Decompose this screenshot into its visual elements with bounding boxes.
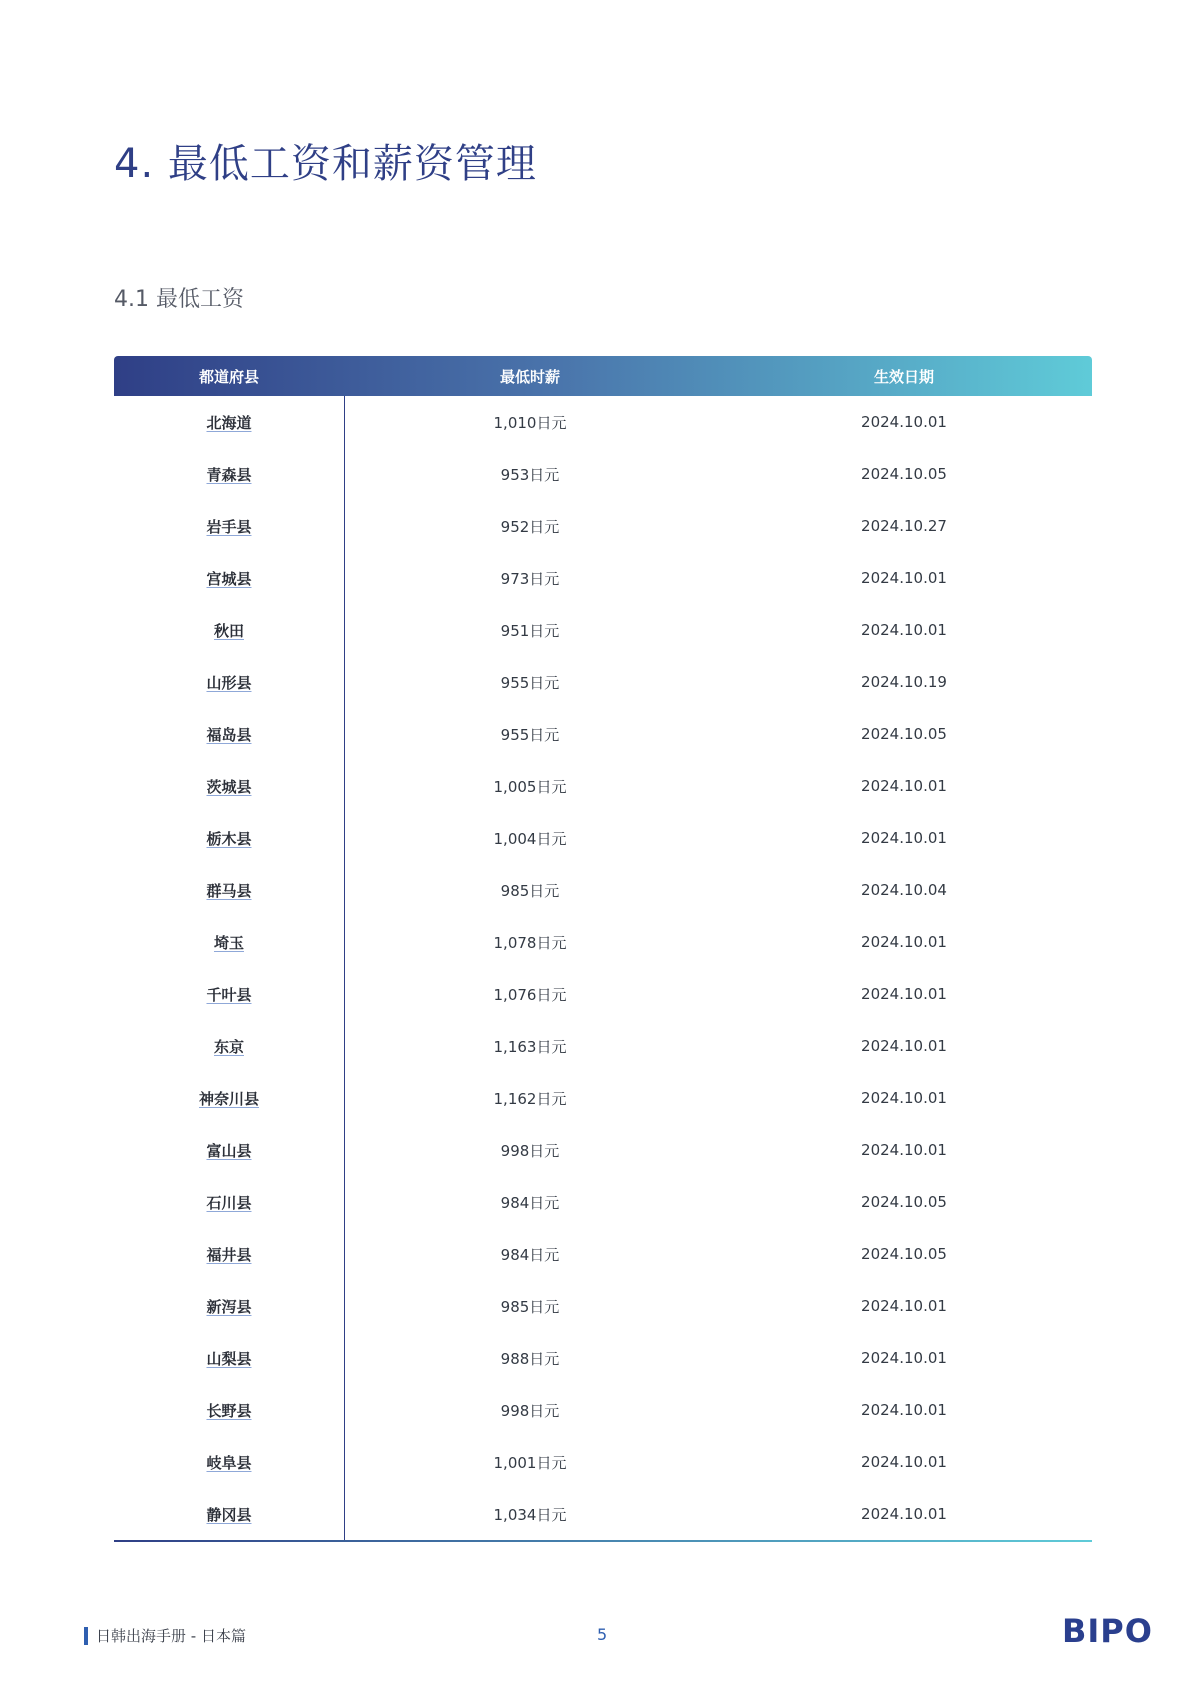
effective-date-cell: 2024.10.01 xyxy=(861,933,947,951)
prefecture-cell xyxy=(114,1192,344,1213)
prefecture-link[interactable]: 岐阜县 xyxy=(206,1453,252,1472)
minimum-wage-table xyxy=(114,356,1092,1542)
prefecture-cell xyxy=(114,1036,344,1057)
table-row xyxy=(114,1176,1092,1228)
min-wage-cell: 973日元 xyxy=(500,569,560,588)
prefecture-link[interactable]: 北海道 xyxy=(206,413,252,432)
min-wage-cell: 953日元 xyxy=(500,465,560,484)
effective-date-cell: 2024.10.05 xyxy=(861,725,947,743)
bipo-logo: BIPO xyxy=(1062,1612,1153,1650)
prefecture-link[interactable]: 富山县 xyxy=(206,1141,252,1160)
page-title: 4. 最低工资和薪资管理 xyxy=(114,141,537,187)
prefecture-cell xyxy=(114,1244,344,1265)
prefecture-cell xyxy=(114,932,344,953)
effective-date-cell: 2024.10.01 xyxy=(861,1505,947,1523)
prefecture-link[interactable]: 山梨县 xyxy=(206,1349,252,1368)
prefecture-link[interactable]: 埼玉 xyxy=(213,933,244,952)
prefecture-cell xyxy=(114,776,344,797)
table-row xyxy=(114,916,1092,968)
effective-date-cell: 2024.10.01 xyxy=(861,413,947,431)
min-wage-cell: 955日元 xyxy=(500,673,560,692)
min-wage-cell: 1,078日元 xyxy=(493,933,567,952)
table-row xyxy=(114,500,1092,552)
table-row xyxy=(114,1228,1092,1280)
table-row xyxy=(114,708,1092,760)
effective-date-cell: 2024.10.01 xyxy=(861,777,947,795)
prefecture-link[interactable]: 宫城县 xyxy=(206,569,252,588)
table-row xyxy=(114,1436,1092,1488)
prefecture-cell xyxy=(114,1348,344,1369)
effective-date-cell: 2024.10.01 xyxy=(861,569,947,587)
min-wage-cell: 984日元 xyxy=(500,1245,560,1264)
column-header-min-hourly-wage: 最低时薪 xyxy=(499,367,560,386)
table-row xyxy=(114,656,1092,708)
min-wage-cell: 985日元 xyxy=(500,1297,560,1316)
prefecture-link[interactable]: 栃木县 xyxy=(206,829,252,848)
prefecture-link[interactable]: 石川县 xyxy=(206,1193,252,1212)
table-row xyxy=(114,552,1092,604)
min-wage-cell: 1,076日元 xyxy=(493,985,567,1004)
table-row xyxy=(114,448,1092,500)
effective-date-cell: 2024.10.05 xyxy=(861,1193,947,1211)
prefecture-link[interactable]: 茨城县 xyxy=(206,777,252,796)
effective-date-cell: 2024.10.19 xyxy=(861,673,947,691)
prefecture-cell xyxy=(114,880,344,901)
effective-date-cell: 2024.10.01 xyxy=(861,1141,947,1159)
prefecture-cell xyxy=(114,568,344,589)
footer-accent-bar xyxy=(84,1627,88,1645)
effective-date-cell: 2024.10.01 xyxy=(861,1453,947,1471)
prefecture-link[interactable]: 群马县 xyxy=(206,881,252,900)
prefecture-cell xyxy=(114,412,344,433)
min-wage-cell: 1,034日元 xyxy=(493,1505,567,1524)
prefecture-cell xyxy=(114,516,344,537)
effective-date-cell: 2024.10.01 xyxy=(861,1037,947,1055)
table-header xyxy=(114,356,1092,396)
effective-date-cell: 2024.10.01 xyxy=(861,1089,947,1107)
min-wage-cell: 998日元 xyxy=(500,1401,560,1420)
table-row xyxy=(114,604,1092,656)
prefecture-link[interactable]: 长野县 xyxy=(206,1401,252,1420)
prefecture-link[interactable]: 岩手县 xyxy=(206,517,252,536)
prefecture-cell xyxy=(114,1452,344,1473)
column-header-effective-date: 生效日期 xyxy=(873,367,934,386)
effective-date-cell: 2024.10.01 xyxy=(861,1349,947,1367)
min-wage-cell: 988日元 xyxy=(500,1349,560,1368)
prefecture-cell xyxy=(114,1140,344,1161)
prefecture-cell xyxy=(114,1400,344,1421)
min-wage-cell: 984日元 xyxy=(500,1193,560,1212)
table-row xyxy=(114,396,1092,448)
prefecture-cell xyxy=(114,464,344,485)
prefecture-cell xyxy=(114,1088,344,1109)
effective-date-cell: 2024.10.27 xyxy=(861,517,947,535)
table-row xyxy=(114,1020,1092,1072)
min-wage-cell: 955日元 xyxy=(500,725,560,744)
prefecture-link[interactable]: 秋田 xyxy=(213,621,244,640)
table-row xyxy=(114,968,1092,1020)
effective-date-cell: 2024.10.01 xyxy=(861,985,947,1003)
min-wage-cell: 951日元 xyxy=(500,621,560,640)
prefecture-cell xyxy=(114,1296,344,1317)
prefecture-cell xyxy=(114,828,344,849)
prefecture-link[interactable]: 福岛县 xyxy=(206,725,252,744)
table-row xyxy=(114,1332,1092,1384)
min-wage-cell: 985日元 xyxy=(500,881,560,900)
min-wage-cell: 952日元 xyxy=(500,517,560,536)
min-wage-cell: 1,004日元 xyxy=(493,829,567,848)
min-wage-cell: 1,001日元 xyxy=(493,1453,567,1472)
prefecture-cell xyxy=(114,984,344,1005)
prefecture-link[interactable]: 神奈川县 xyxy=(198,1089,259,1108)
prefecture-link[interactable]: 静冈县 xyxy=(206,1505,252,1524)
table-row xyxy=(114,1488,1092,1540)
effective-date-cell: 2024.10.01 xyxy=(861,1401,947,1419)
table-row xyxy=(114,1280,1092,1332)
min-wage-cell: 1,163日元 xyxy=(493,1037,567,1056)
prefecture-cell xyxy=(114,620,344,641)
table-bottom-rule xyxy=(114,1540,1092,1542)
page-number: 5 xyxy=(597,1625,608,1644)
prefecture-cell xyxy=(114,724,344,745)
effective-date-cell: 2024.10.01 xyxy=(861,829,947,847)
prefecture-link[interactable]: 山形县 xyxy=(206,673,252,692)
prefecture-link[interactable]: 千叶县 xyxy=(206,985,252,1004)
table-row xyxy=(114,1124,1092,1176)
effective-date-cell: 2024.10.05 xyxy=(861,1245,947,1263)
prefecture-link[interactable]: 福井县 xyxy=(206,1245,252,1264)
effective-date-cell: 2024.10.01 xyxy=(861,621,947,639)
prefecture-cell xyxy=(114,1504,344,1525)
effective-date-cell: 2024.10.04 xyxy=(861,881,947,899)
table-row xyxy=(114,812,1092,864)
prefecture-link[interactable]: 东京 xyxy=(213,1037,244,1056)
table-body xyxy=(114,396,1092,1540)
prefecture-cell xyxy=(114,672,344,693)
effective-date-cell: 2024.10.05 xyxy=(861,465,947,483)
table-row xyxy=(114,864,1092,916)
min-wage-cell: 1,005日元 xyxy=(493,777,567,796)
section-subtitle: 4.1 最低工资 xyxy=(114,287,244,312)
table-row xyxy=(114,1072,1092,1124)
table-row xyxy=(114,1384,1092,1436)
effective-date-cell: 2024.10.01 xyxy=(861,1297,947,1315)
column-header-prefecture: 都道府县 xyxy=(198,367,259,386)
prefecture-link[interactable]: 青森县 xyxy=(206,465,252,484)
min-wage-cell: 998日元 xyxy=(500,1141,560,1160)
prefecture-link[interactable]: 新泻县 xyxy=(206,1297,252,1316)
footer-doc-title xyxy=(84,1625,246,1646)
footer-doc-title-text: 日韩出海手册 - 日本篇 xyxy=(96,1627,246,1645)
min-wage-cell: 1,162日元 xyxy=(493,1089,567,1108)
table-row xyxy=(114,760,1092,812)
min-wage-cell: 1,010日元 xyxy=(493,413,567,432)
